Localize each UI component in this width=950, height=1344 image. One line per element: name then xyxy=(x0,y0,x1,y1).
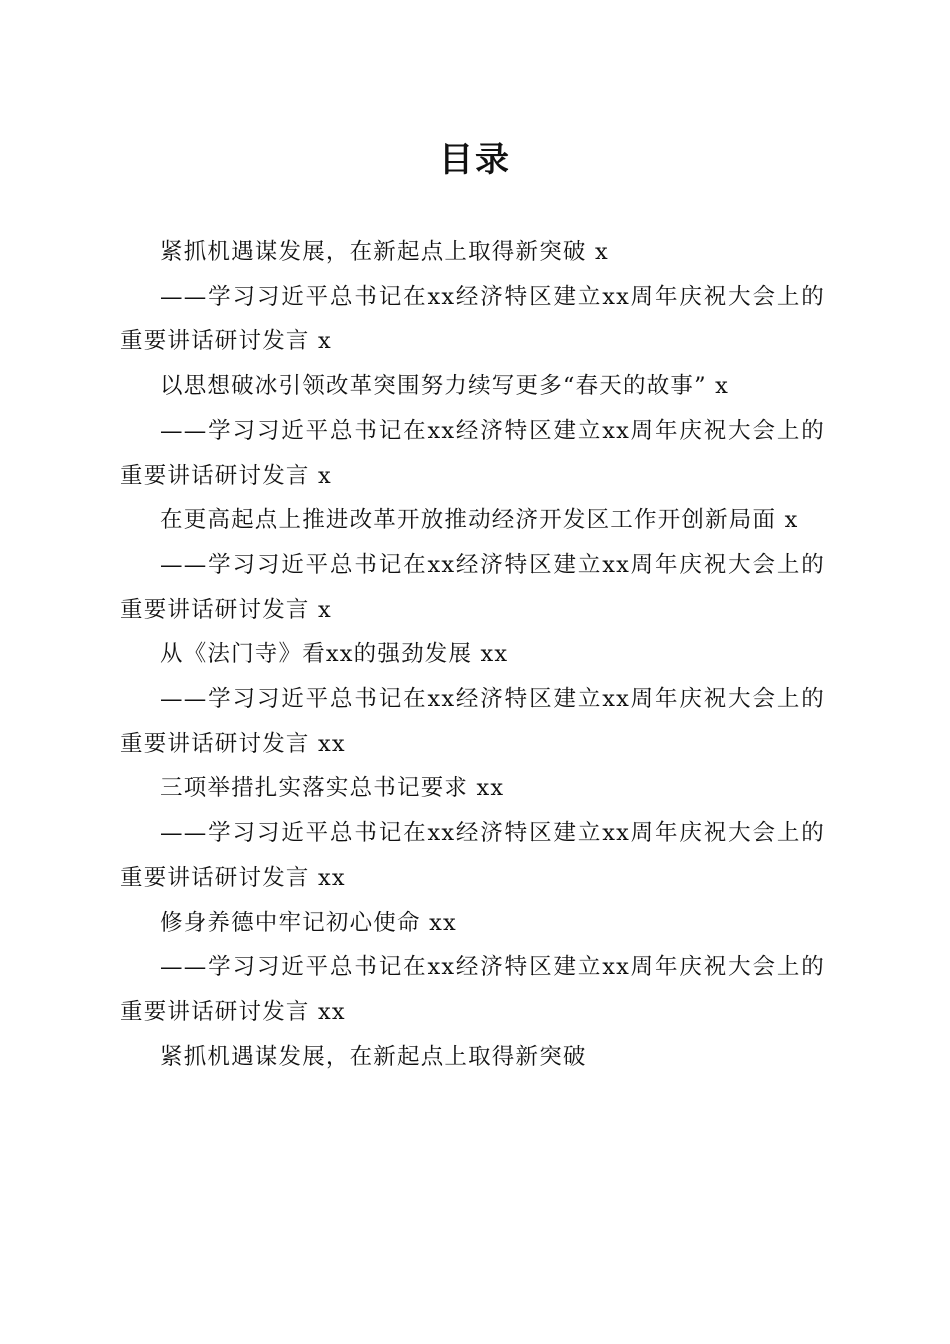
toc-entry[interactable] xyxy=(120,766,825,900)
toc-entry-subtitle[interactable] xyxy=(120,677,825,766)
toc-entry[interactable] xyxy=(120,632,825,766)
toc-entry-page: xx xyxy=(429,909,457,936)
toc-entry-subtitle[interactable] xyxy=(120,543,825,632)
toc-entry-title-text: 以思想破冰引领改革突围努力续写更多“春天的故事” xyxy=(160,373,707,400)
toc-list xyxy=(120,230,825,1079)
toc-entry-title[interactable] xyxy=(120,901,825,946)
toc-entry-title-text: 在更高起点上推进改革开放推动经济开发区工作开创新局面 xyxy=(160,507,777,534)
section-heading: 紧抓机遇谋发展，在新起点上取得新突破 xyxy=(160,1043,587,1070)
toc-entry-subtitle-text: ——学习习近平总书记在xx经济特区建立xx周年庆祝大会上的重要讲话研讨发言 xyxy=(120,686,825,757)
toc-entry-title-text: 修身养德中牢记初心使命 xyxy=(160,909,421,936)
toc-entry[interactable] xyxy=(120,230,825,364)
toc-entry-page: x xyxy=(317,328,332,355)
toc-entry[interactable] xyxy=(120,364,825,498)
toc-entry-title[interactable] xyxy=(120,498,825,543)
toc-entry-page: xx xyxy=(317,998,346,1025)
toc-entry-subtitle[interactable] xyxy=(120,811,825,900)
toc-entry-page: x xyxy=(715,373,730,400)
toc-entry-page: xx xyxy=(317,730,346,757)
toc-title: 目录 xyxy=(439,140,511,180)
toc-entry-page: x xyxy=(317,462,332,489)
toc-entry-subtitle-text: ——学习习近平总书记在xx经济特区建立xx周年庆祝大会上的重要讲话研讨发言 xyxy=(120,283,825,355)
toc-entry-page: xx xyxy=(480,641,509,668)
toc-entry-title[interactable] xyxy=(120,230,825,275)
toc-entry-subtitle[interactable] xyxy=(120,945,825,1034)
toc-entry-page: xx xyxy=(476,775,505,802)
toc-entry-subtitle-text: ——学习习近平总书记在xx经济特区建立xx周年庆祝大会上的重要讲话研讨发言 xyxy=(120,954,825,1025)
toc-entry-title-text: 三项举措扎实落实总书记要求 xyxy=(160,775,469,802)
toc-entry-title-text: 紧抓机遇谋发展，在新起点上取得新突破 xyxy=(160,239,587,265)
toc-entry-title[interactable] xyxy=(120,766,825,811)
toc-entry-subtitle-text: ——学习习近平总书记在xx经济特区建立xx周年庆祝大会上的重要讲话研讨发言 xyxy=(120,820,825,891)
toc-entry-subtitle-text: ——学习习近平总书记在xx经济特区建立xx周年庆祝大会上的重要讲话研讨发言 xyxy=(120,551,825,623)
toc-entry-subtitle-text: ——学习习近平总书记在xx经济特区建立xx周年庆祝大会上的重要讲话研讨发言 xyxy=(120,417,825,489)
toc-entry-page: x xyxy=(784,507,799,534)
toc-entry-page: x xyxy=(594,239,609,265)
toc-entry[interactable] xyxy=(120,498,825,632)
toc-entry-title-text: 从《法门寺》看xx的强劲发展 xyxy=(160,641,473,668)
toc-entry-title[interactable] xyxy=(120,632,825,677)
toc-entry-subtitle[interactable] xyxy=(120,275,825,364)
toc-entry-page: x xyxy=(317,596,332,623)
toc-entry-title[interactable] xyxy=(120,364,825,409)
toc-entry-page: xx xyxy=(317,864,346,891)
toc-entry-subtitle[interactable] xyxy=(120,409,825,498)
toc-entry[interactable] xyxy=(120,901,825,1035)
